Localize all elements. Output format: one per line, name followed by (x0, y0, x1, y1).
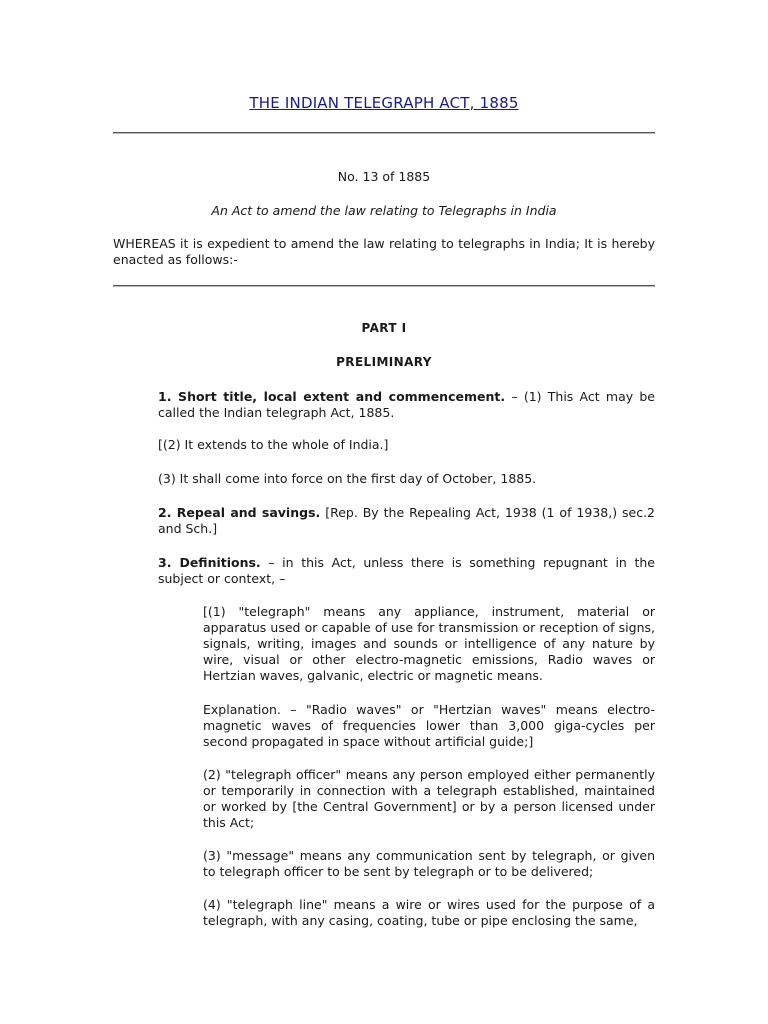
act-number: No. 13 of 1885 (337, 169, 431, 184)
definition-explanation: Explanation. – "Radio waves" or "Hertzian waves" means electro-magnetic waves of frequencies lower than 3,000 giga-cycles per second propagated in space without artificial guide;] (203, 702, 655, 749)
definition-telegraph-officer: (2) "telegraph officer" means any person employed either permanently or temporarily in connection with a telegraph established, maintained or worked by [the Central Government] or by a person licensed under this Act; (203, 767, 655, 830)
section-1-2-text: [(2) It extends to the whole of India.] (158, 437, 389, 452)
act-subtitle: An Act to amend the law relating to Telegraphs in India (211, 203, 557, 218)
definition-telegraph: [(1) "telegraph" means any appliance, instrument, material or apparatus used or capable of use for transmission or reception of signs, signals, writing, images and sounds or intelligence of any nature by wire, visual or other electro-magnetic emissions, Radio waves or Hertzian waves, galvanic, electric or magnetic means. (203, 604, 655, 683)
section-2 (158, 505, 655, 537)
section-3 (158, 555, 655, 587)
section-1-text: – (1) This Act may be called the Indian telegraph Act, 1885. (158, 389, 655, 420)
section-1 (158, 389, 655, 421)
section-1-3 (158, 471, 655, 487)
preamble-divider (113, 285, 655, 287)
definition-telegraph-line: (4) "telegraph line" means a wire or wires used for the purpose of a telegraph, with any casing, coating, tube or pipe enclosing the same, (203, 897, 655, 928)
top-divider (113, 132, 655, 134)
part-name: PRELIMINARY (336, 355, 432, 369)
preamble: WHEREAS it is expedient to amend the law relating to telegraphs in India; It is hereby enacted as follows:- (113, 236, 655, 267)
definition-message: (3) "message" means any communication sent by telegraph, or given to telegraph officer to be sent by telegraph or to be delivered; (203, 848, 655, 879)
section-2-text: [Rep. By the Repealing Act, 1938 (1 of 1938,) sec.2 and Sch.] (158, 505, 656, 536)
section-1-3-text: (3) It shall come into force on the first day of October, 1885. (158, 471, 537, 486)
section-2-heading: 2. Repeal and savings. (158, 505, 321, 520)
section-3-text: – in this Act, unless there is something repugnant in the subject or context, – (158, 555, 655, 586)
part-label: PART I (361, 321, 407, 335)
section-3-heading: 3. Definitions. (158, 555, 261, 570)
document-title[interactable]: THE INDIAN TELEGRAPH ACT, 1885 (249, 94, 519, 112)
section-1-2 (158, 437, 655, 453)
section-1-heading: 1. Short title, local extent and commencement. (158, 389, 506, 404)
